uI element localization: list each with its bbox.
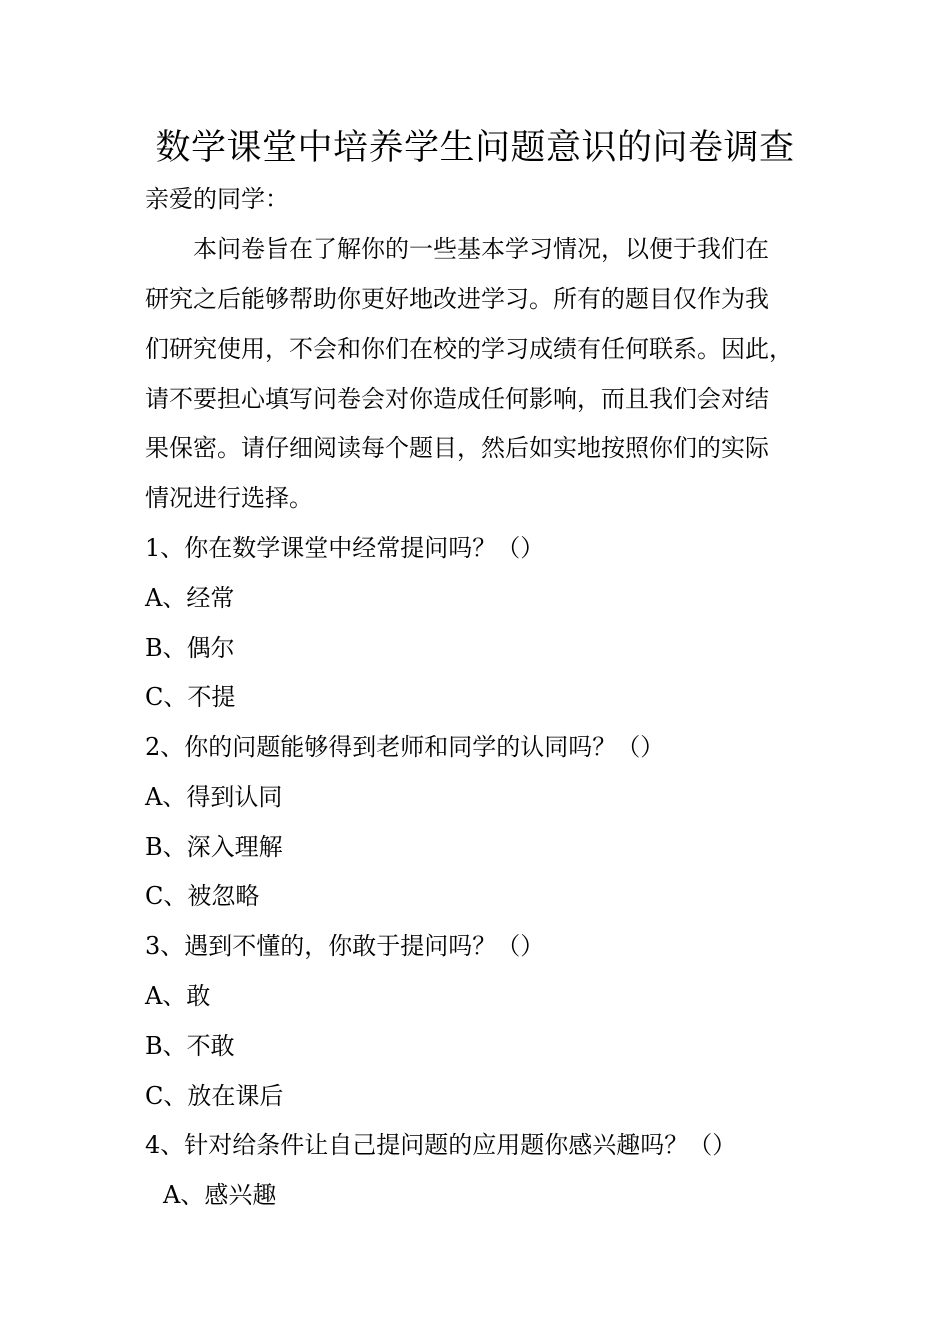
intro-line-2: 研究之后能够帮助你更好地改进学习。所有的题目仅作为我 [145, 285, 769, 313]
question-3: 3、遇到不懂的，你敢于提问吗？（） [145, 932, 545, 960]
intro-line-4: 请不要担心填写问卷会对你造成任何影响，而且我们会对结 [145, 385, 769, 413]
intro-line-5: 果保密。请仔细阅读每个题目，然后如实地按照你们的实际 [145, 434, 769, 462]
question-3-option-a: A、敢 [145, 982, 211, 1010]
question-4: 4、针对给条件让自己提问题的应用题你感兴趣吗？（） [145, 1131, 737, 1159]
greeting: 亲爱的同学： [145, 185, 289, 213]
intro-line-6: 情况进行选择。 [145, 484, 313, 512]
question-1: 1、你在数学课堂中经常提问吗？（） [145, 534, 545, 562]
document-title: 数学课堂中培养学生问题意识的问卷调查 [155, 128, 795, 168]
intro-line-1: 本问卷旨在了解你的一些基本学习情况，以便于我们在 [193, 235, 769, 263]
question-4-option-a: A、感兴趣 [163, 1181, 277, 1209]
question-3-option-c: C、放在课后 [145, 1082, 284, 1110]
question-3-option-b: B、不敢 [145, 1032, 235, 1060]
question-1-option-a: A、经常 [145, 584, 235, 612]
intro-line-3: 们研究使用，不会和你们在校的学习成绩有任何联系。因此， [145, 335, 793, 363]
question-2-option-b: B、深入理解 [145, 833, 283, 861]
question-2-option-c: C、被忽略 [145, 882, 260, 910]
question-2-option-a: A、得到认同 [145, 783, 283, 811]
question-1-option-b: B、偶尔 [145, 634, 235, 662]
question-1-option-c: C、不提 [145, 683, 236, 711]
question-2: 2、你的问题能够得到老师和同学的认同吗？（） [145, 733, 665, 761]
